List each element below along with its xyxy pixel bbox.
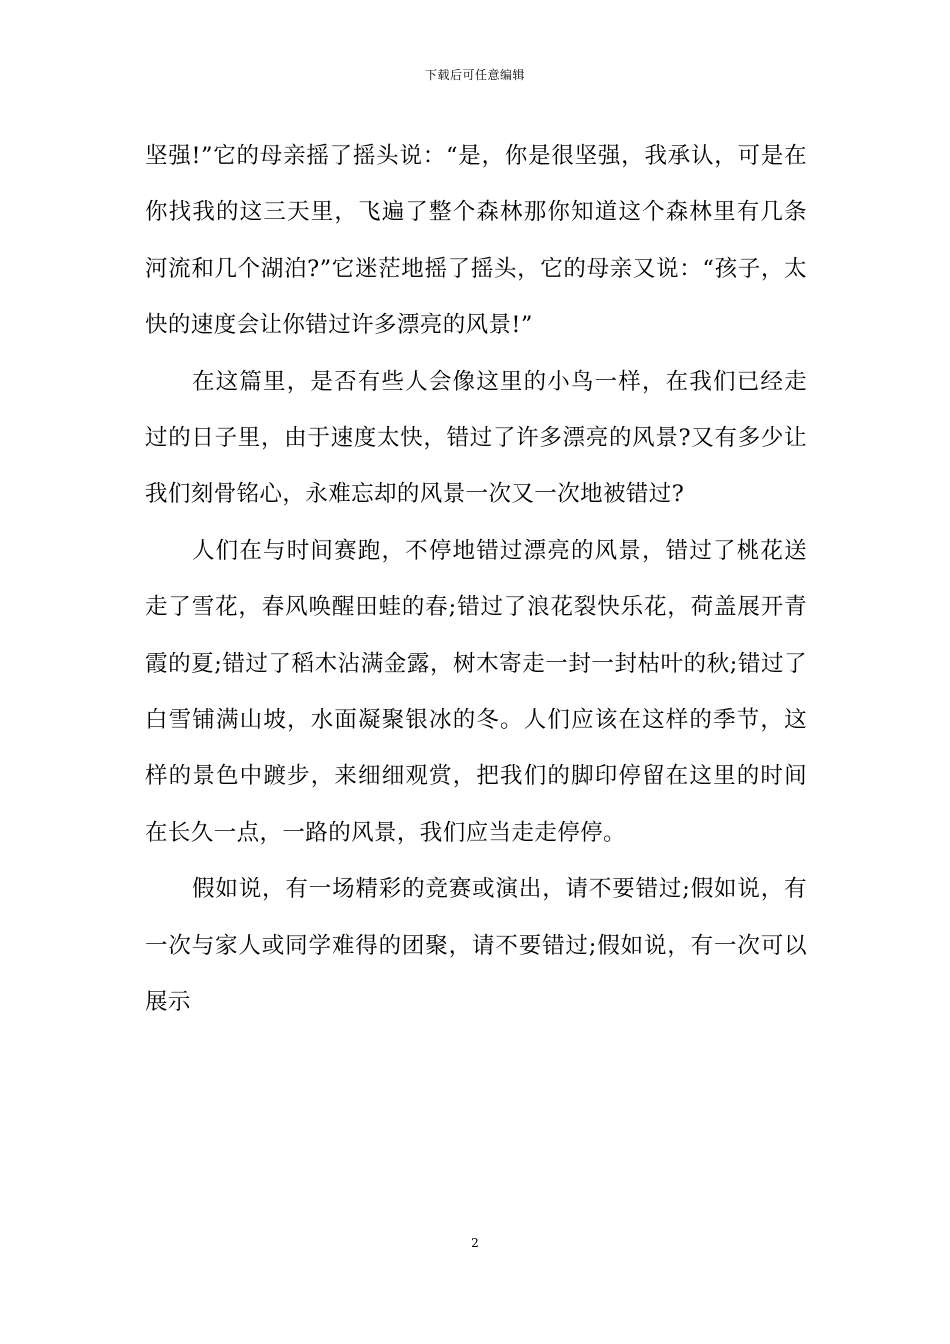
paragraph: 假如说，有一场精彩的竞赛或演出，请不要错过;假如说，有一次与家人或同学难得的团聚，请不要错过;假如说，有一次可以展示 [145, 876, 807, 1016]
page-number: 2 [471, 1236, 479, 1250]
paragraph: 人们在与时间赛跑，不停地错过漂亮的风景，错过了桃花送走了雪花，春风唤醒田蛙的春;错过了浪花裂快乐花，荷盖展开青霞的夏;错过了稻木沾满金露，树木寄走一封一封枯叶的秋;错过了白雪铺满山坡，水面凝聚银冰的冬。人们应该在这样的季节，这样的景色中踱步，来细细观赏，把我们的脚印停留在这里的时间在长久一点，一路的风景，我们应当走走停停。 [145, 537, 807, 846]
paragraph-continuation: 坚强!”它的母亲摇了摇头说：“是，你是很坚强，我承认，可是在你找我的这三天里，飞遍了整个森林那你知道这个森林里有几条河流和几个湖泊?”它迷茫地摇了摇头，它的母亲又说：“孩子，太快的速度会让你错过许多漂亮的风景!” [145, 143, 807, 339]
page-header: 下载后可任意编辑 [424, 68, 525, 82]
paragraph: 在这篇里，是否有些人会像这里的小鸟一样，在我们已经走过的日子里，由于速度太快，错过了许多漂亮的风景?又有多少让我们刻骨铭心，永难忘却的风景一次又一次地被错过? [145, 368, 807, 508]
document-body [145, 128, 807, 1031]
